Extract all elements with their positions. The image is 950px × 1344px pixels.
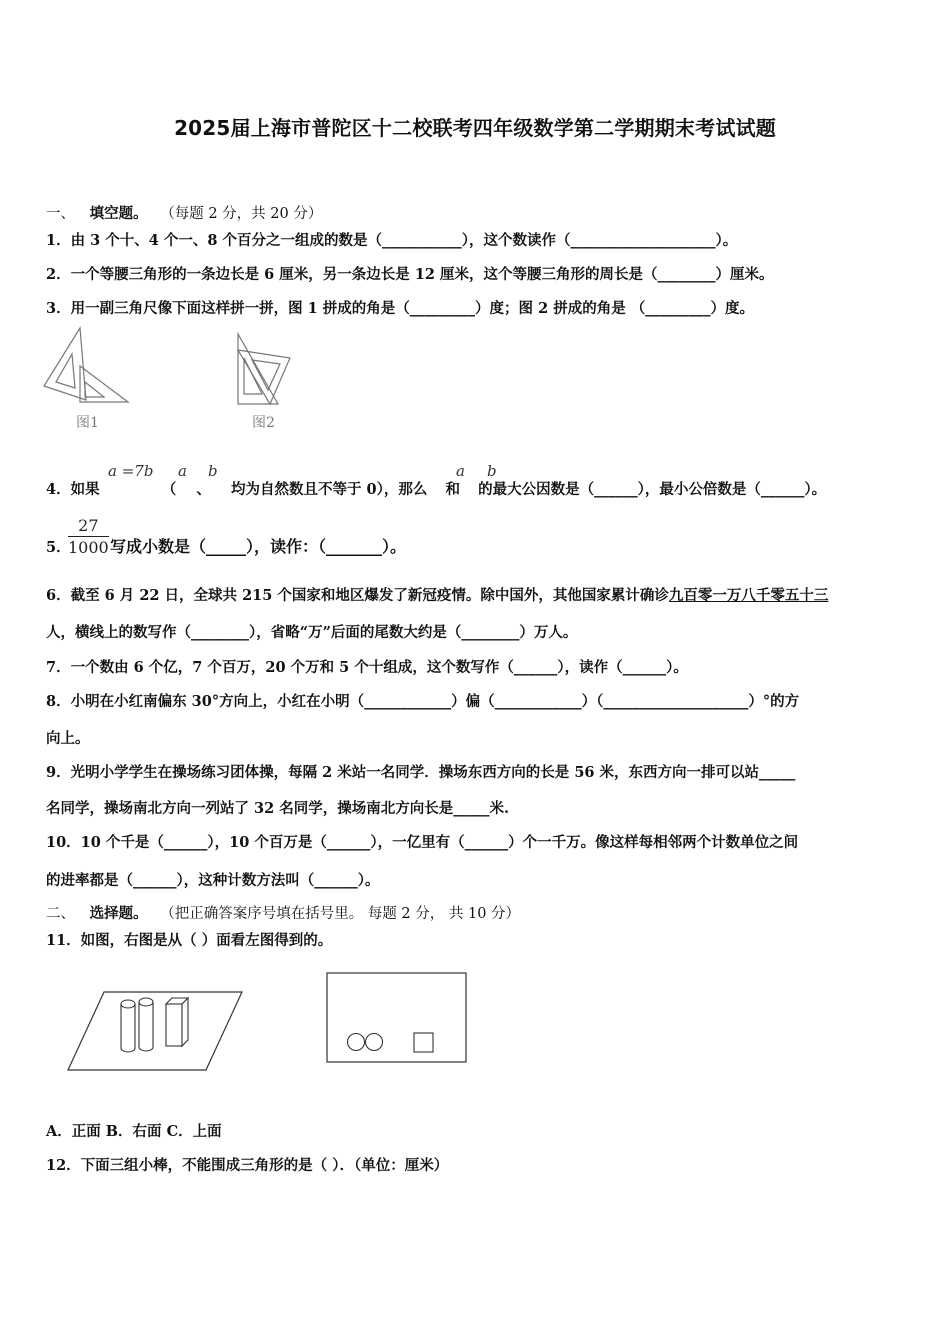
- page-title: 2025届上海市普陀区十二校联考四年级数学第二学期期末考试试题: [174, 116, 776, 140]
- q6-underlined-number: 九百零一万八千零五十三: [668, 587, 829, 604]
- figure-1-label: 图1: [76, 415, 99, 431]
- question-10-line-1: 10．10 个千是（______），10 个百万是（______），一亿里有（______）个一千万。像这样每相邻两个计数单位之间: [46, 834, 799, 851]
- q4-part1: 4．如果: [46, 481, 100, 498]
- question-8-line-2: 向上。: [46, 730, 90, 747]
- q5-fraction: [68, 516, 109, 557]
- section-1-header: [46, 202, 322, 223]
- q11-3d-objects-figure: [66, 990, 246, 1076]
- q4-part2: （: [161, 481, 177, 498]
- q4-sep: 、: [196, 481, 211, 498]
- question-4: [46, 478, 826, 499]
- question-2: 2．一个等腰三角形的一条边长是 6 厘米，另一条边长是 12 厘米，这个等腰三角形的周长是（________）厘米。: [46, 266, 774, 283]
- q5-text: 写成小数是（_____），读作：（_______）。: [110, 537, 407, 556]
- question-11: 11．如图，右图是从（ ）面看左图得到的。: [46, 932, 333, 949]
- question-10-line-2: 的进率都是（______），这种计数方法叫（______）。: [46, 872, 380, 889]
- section-1-note: （每题 2 分，共 20 分）: [160, 206, 323, 222]
- section-2-number: 二、: [46, 906, 75, 922]
- question-6-line-1: [46, 584, 828, 605]
- question-8-line-1: 8．小明在小红南偏东 30°方向上，小红在小明（____________）偏（____________）（____________________）°的方: [46, 693, 800, 710]
- figure-2-label: 图2: [252, 415, 275, 431]
- question-1: 1．由 3 个十、4 个一、8 个百分之一组成的数是（___________），这个数读作（____________________）。: [46, 232, 738, 249]
- q4-part4: 的最大公因数是（______），最小公倍数是（______）。: [478, 481, 827, 498]
- question-9-line-1: 9．光明小学学生在操场练习团体操，每隔 2 米站一名同学．操场东西方向的长是 56 米，东西方向一排可以站_____: [46, 764, 796, 781]
- q11-options: A．正面 B．右面 C．上面: [46, 1123, 222, 1140]
- q5-number: 5．: [46, 539, 71, 556]
- section-1-name: 填空题。: [89, 205, 148, 222]
- section-2-note: （把正确答案序号填在括号里。 每题 2 分， 共 10 分）: [160, 906, 521, 922]
- q4-var-b: b: [208, 462, 218, 480]
- triangle-figure-2: [230, 330, 296, 408]
- section-1-number: 一、: [46, 206, 75, 222]
- q4-and: 和: [445, 481, 460, 498]
- section-2-name: 选择题。: [89, 905, 148, 922]
- question-6-line-2: 人，横线上的数写作（________），省略“万”后面的尾数大约是（________）万人。: [46, 624, 578, 641]
- q4-var-b2: b: [487, 462, 497, 480]
- q4-part3: 均为自然数且不等于 0），那么: [230, 481, 428, 498]
- q4-equation: a =7b: [108, 462, 154, 480]
- q4-var-a2: a: [456, 462, 465, 480]
- question-3: 3．用一副三角尺像下面这样拼一拼，图 1 拼成的角是（_________）度；图 2 拼成的角是 （_________）度。: [46, 300, 755, 317]
- triangle-figure-1: [42, 326, 132, 408]
- q6-text: 6．截至 6 月 22 日，全球共 215 个国家和地区爆发了新冠疫情。除中国外，其他国家累计确诊: [46, 587, 669, 604]
- q11-view-figure: [326, 972, 468, 1064]
- section-2-header: [46, 902, 520, 923]
- question-12: 12．下面三组小棒，不能围成三角形的是（ ）．（单位：厘米）: [46, 1157, 449, 1174]
- question-7: 7．一个数由 6 个亿，7 个百万，20 个万和 5 个十组成，这个数写作（______），读作（______）。: [46, 659, 688, 676]
- question-9-line-2: 名同学，操场南北方向一列站了 32 名同学，操场南北方向长是_____米.: [46, 800, 510, 817]
- q5-denominator: 1000: [68, 538, 109, 557]
- q4-var-a: a: [178, 462, 187, 480]
- q5-numerator: 27: [68, 516, 109, 537]
